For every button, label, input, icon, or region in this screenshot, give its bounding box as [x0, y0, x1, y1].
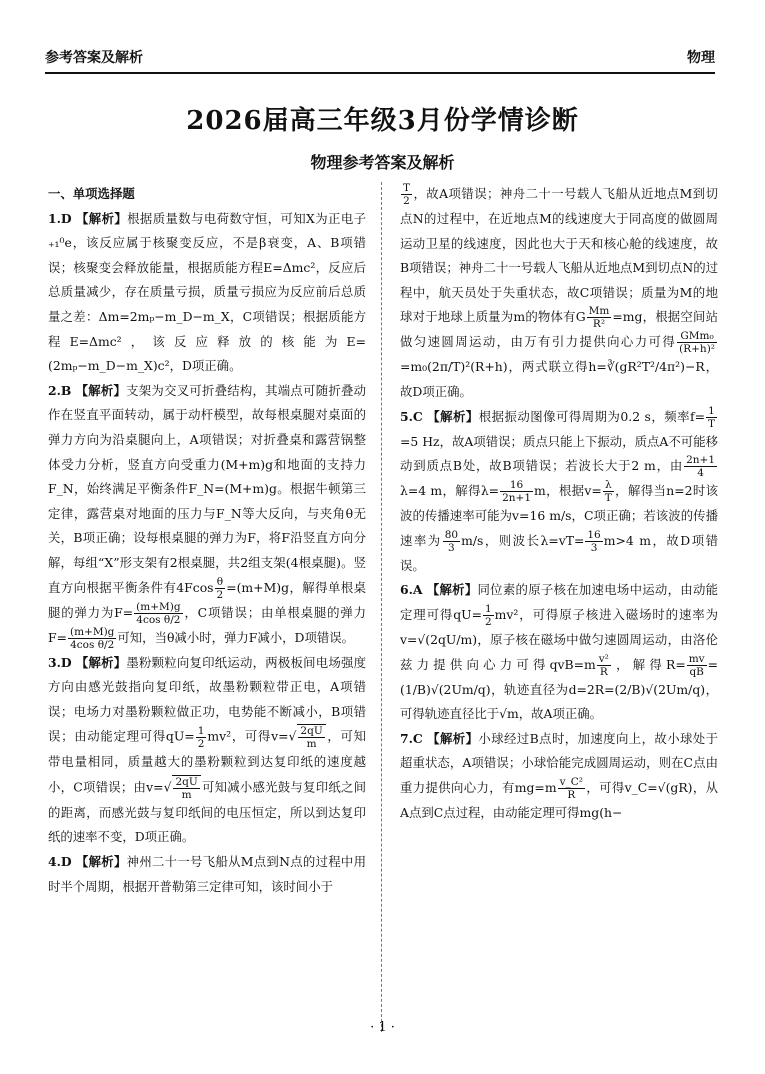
answer-text: 可知减小感光鼓与复印纸之间的距离，而感光鼓与复印纸间的电压恒定，所以到达复印纸的速率不变，D项正确。 [48, 779, 366, 845]
answer-item-2 [48, 379, 366, 651]
answer-text: mv²，可得v= [207, 728, 289, 744]
answer-text: =(m+M)g，解得单根桌腿的弹力为F= [48, 579, 366, 620]
sqrt-fraction: $\frac{2qU}{m}$ [297, 724, 325, 750]
fraction: $\frac{16}{3}$ [587, 528, 601, 554]
answer-text: ，解得R= [611, 656, 686, 672]
analysis-tag: 【解析】 [75, 382, 127, 398]
fraction: $\frac{T}{2}$ [403, 182, 411, 207]
document-title: 2026届高三年级3月份学情诊断 [186, 106, 579, 136]
answer-text: mv²，可得原子核进入磁场时的速率为v=√(2qU/m)，原子核在磁场中做匀速圆周运动，由洛伦兹力提供向心力可得qvB=m [400, 606, 718, 672]
analysis-tag: 【解析】 [426, 582, 478, 598]
fraction: $\frac{\text{v\_C²}}{R}$ [559, 775, 583, 801]
fraction: $\frac{\text{v²}}{R}$ [598, 652, 609, 678]
answer-text: 可知，当θ减小时，弹力F减小，D项错误。 [117, 629, 355, 645]
right-column [400, 182, 718, 826]
answer-text: ，可得v_C=√(gR)，从A点到C点过程，由动能定理可得mg(h− [400, 779, 718, 820]
analysis-tag: 【解析】 [75, 854, 127, 870]
answer-number: 4.D [48, 854, 72, 870]
fraction: $\frac{1}{T}$ [707, 404, 715, 430]
answer-text: ，解得当n=2时该波的传播速率可能为v=16 m/s，C项正确；若该波的传播速率为 [400, 483, 718, 548]
answer-item-4-continued [400, 182, 718, 405]
answer-item-5 [400, 405, 718, 579]
sqrt-fraction: $\frac{2qU}{m}$ [172, 775, 200, 801]
fraction: $\frac{(m+M)g}{\text{4cos θ/2}}$ [136, 600, 181, 626]
header-left-label: 参考答案及解析 [45, 50, 143, 66]
answer-text: 墨粉颗粒向复印纸运动，两极板间电场强度方向由感光鼓指向复印纸，故墨粉颗粒带正电，A项错误；电场力对墨粉颗粒做正功，电势能不断减小，B项错误；由动能定理可得qU= [48, 654, 367, 744]
answer-text: ，C项错误；由单根桌腿的弹力F= [48, 604, 366, 645]
answer-text: =mg，根据空间站做匀速圆周运动，由万有引力提供向心力可得 [400, 309, 718, 350]
answer-number: 1.D [48, 210, 72, 226]
answer-number: 6.A [400, 582, 423, 598]
fraction: $\frac{(m+M)g}{\text{4cos θ/2}}$ [69, 625, 115, 651]
document-subtitle: 物理参考答案及解析 [310, 153, 455, 172]
answer-item-7 [400, 727, 718, 826]
fraction: $\frac{mv}{qB}$ [688, 652, 705, 678]
answer-text: 同位素的原子核在加速电场中运动，由动能定理可得qU= [400, 582, 719, 622]
left-column [48, 182, 366, 899]
answer-number: 3.D [48, 654, 72, 670]
answer-text: 神州二十一号飞船从M点到N点的过程中用时半个周期，根据开普勒第三定律可知，该时间小于 [48, 854, 366, 894]
answer-text: =5 Hz，故A项错误；质点只能上下振动，质点A不可能移动到质点B处，故B项错误；若波长大于2 m，由 [400, 433, 718, 474]
answer-text: λ=4 m，解得λ= [400, 483, 500, 499]
analysis-tag: 【解析】 [75, 654, 127, 670]
fraction: $\frac{1}{2}$ [197, 724, 205, 750]
answer-text: 支架为交叉可折叠结构，其端点可随折叠动作在竖直平面转动，属于动杆模型，故每根桌腿对桌面的弹力方向为沿桌腿向上，A项错误；对折叠桌和露营锅整体受力分析，竖直方向受重力(M+m)g和地面的支持力F_N，始终满足平衡条件F_N=(M+m)g。根据牛顿第三定律，露营桌对地面的压力与F_N等大反向，与夹角θ无关，B项正确；设每根桌腿的弹力为F，将F沿竖直方向分解，每组“X”形支架有2根桌腿，共2组支架(4根桌腿)。竖直方向根据平衡条件有4Fcos [48, 382, 366, 595]
analysis-tag: 【解析】 [76, 210, 128, 226]
fraction: $\frac{16}{2n+1}$ [502, 479, 531, 505]
page-header [45, 44, 715, 74]
answer-text: 根据振动图像可得周期为0.2 s，频率f= [478, 408, 705, 424]
fraction: $\frac{\text{GMm₀}}{\text{(R+h)²}}$ [679, 330, 715, 356]
answer-text: m，根据v= [534, 483, 602, 499]
fraction: $\frac{1}{2}$ [484, 602, 492, 628]
answer-number: 5.C [400, 408, 423, 424]
answer-item-4 [48, 850, 366, 899]
answer-number: 7.C [400, 730, 423, 746]
answer-text: 小球经过B点时，加速度向上，故小球处于超重状态，A项错误；小球恰能完成圆周运动，则在C点由重力提供向心力，有mg=m [400, 730, 718, 795]
answer-text: m>4 m，故D项错误。 [400, 532, 718, 573]
header-subject-label: 物理 [687, 50, 715, 66]
section-heading: 一、单项选择题 [48, 186, 135, 201]
fraction: $\frac{Mm}{\text{R²}}$ [588, 305, 610, 331]
fraction: $\frac{\theta}{2}$ [216, 575, 224, 601]
analysis-tag: 【解析】 [427, 730, 479, 746]
answer-item-6 [400, 578, 718, 726]
column-divider [381, 182, 382, 1032]
fraction: $\frac{\lambda}{T}$ [604, 479, 612, 505]
answer-text: =m₀(2π/T)²(R+h)，两式联立得h=∛(gR²T²/4π²)−R，故D项正确。 [400, 359, 718, 399]
answer-item-1 [48, 207, 366, 379]
analysis-tag: 【解析】 [427, 408, 479, 424]
answer-item-3: 3.D 【解析】墨粉颗粒向复印纸运动，两极板间电场强度方向由感光鼓指向复印纸，故墨粉颗粒带正电，A项错误；电场力对墨粉颗粒做正功，电势能不断减小，B项错误；由动能定理可得qU= $\frac{1}{2}$ mv²，可得v=√ $\frac{2qU}{m}$ ，可知带电量相同，质量越大的墨粉颗粒到达复印纸的速度越小，C项错误；由v=√ $\frac{2qU}{m}$ 可知减小感光鼓与复印纸之间的距离，而感光鼓与复印纸间的电压恒定，所以到达复印纸的速率不变，D项正确。 [48, 654, 367, 845]
answer-text: m/s，则波长λ=vT= [461, 532, 585, 548]
answer-number: 2.B [48, 382, 72, 398]
answer-text: =(1/B)√(2Um/q)，轨迹直径为d=2R=(2/B)√(2Um/q)，可得轨迹直径比于√m，故A项正确。 [400, 656, 718, 722]
page-number: · 1 · [370, 1020, 395, 1035]
answer-text: 根据质量数与电荷数守恒，可知X为正电子₊₁⁰e，该反应属于核聚变反应，不是β衰变，A、B项错误；核聚变会释放能量，根据质能方程E=Δmc²，反应后总质量减少，存在质量亏损，质量亏损应为反应前后总质量之差：Δm=2mₚ−m_D−m_X，C项错误；根据质能方程E=Δmc²，该反应释放的核能为E=(2mₚ−m_D−m_X)c²，D项正确。 [48, 210, 366, 374]
fraction: $\frac{2n+1}{4}$ [686, 454, 715, 480]
fraction: $\frac{80}{3}$ [444, 528, 459, 554]
answer-text: ，可知带电量相同，质量越大的墨粉颗粒到达复印纸的速度越小，C项错误；由v= [48, 728, 366, 795]
answer-text: ，故A项错误；神舟二十一号载人飞船从近地点M到切点N的过程中，在近地点M的线速度大于同高度的做圆周运动卫星的线速度，因此也大于天和核心舱的线速度，故B项错误；神舟二十一号载人飞船从近地点M到切点N的过程中，航天员处于失重状态，故C项错误；质量为M的地球对于地球上质量为m的物体有G [400, 186, 718, 325]
